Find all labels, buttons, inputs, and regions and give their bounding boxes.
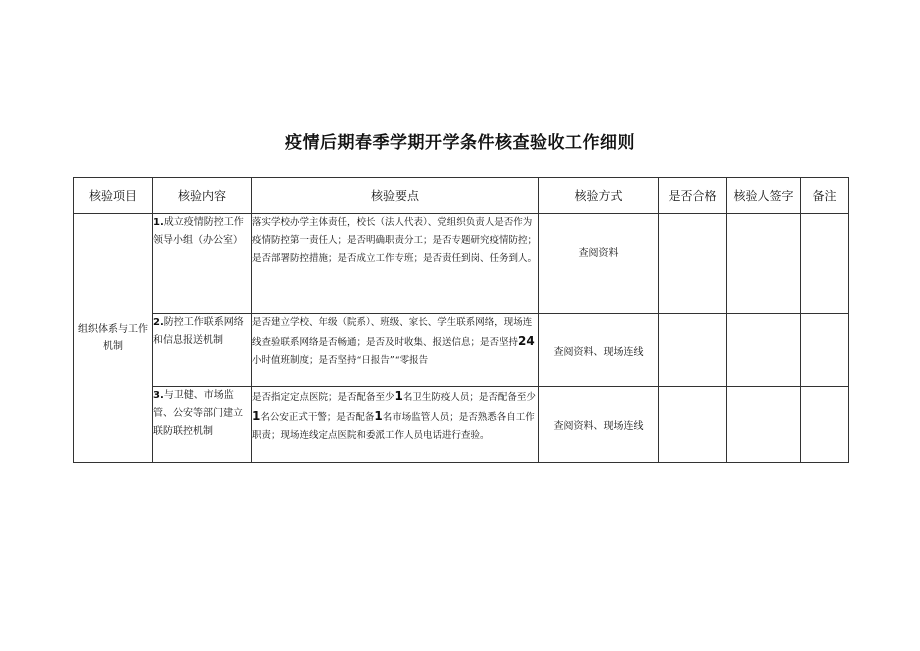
content-text: 与卫健、市场监管、公安等部门建立联防联控机制 (153, 390, 243, 437)
verification-table (73, 177, 849, 463)
points-number: 1 (394, 389, 403, 403)
content-number: 1. (153, 217, 164, 228)
qualified-cell[interactable] (659, 214, 727, 314)
header-method: 核验方式 (539, 178, 659, 214)
signer-cell[interactable] (727, 314, 801, 387)
content-number: 2. (153, 317, 164, 328)
content-cell (153, 387, 252, 463)
table-header-row (74, 178, 849, 214)
points-number: 1 (374, 409, 383, 423)
group-item-cell: 组织体系与工作机制 (74, 214, 153, 463)
content-text: 防控工作联系网络和信息报送机制 (153, 317, 244, 346)
header-content: 核验内容 (153, 178, 252, 214)
signer-cell[interactable] (727, 387, 801, 463)
points-number: 24 (518, 334, 535, 348)
header-remark: 备注 (801, 178, 849, 214)
points-cell (252, 387, 539, 463)
points-text: 小时值班制度；是否坚持“日报告”“零报告 (252, 355, 429, 366)
content-number: 3. (153, 390, 164, 401)
method-cell: 查阅资料 (539, 214, 659, 314)
remark-cell[interactable] (801, 387, 849, 463)
header-signer: 核验人签字 (727, 178, 801, 214)
remark-cell[interactable] (801, 314, 849, 387)
header-item: 核验项目 (74, 178, 153, 214)
points-cell (252, 314, 539, 387)
qualified-cell[interactable] (659, 387, 727, 463)
points-text: 名公安正式干警；是否配备 (260, 412, 375, 423)
points-number: 1 (252, 409, 261, 423)
points-text: 是否指定定点医院；是否配备至少 (252, 392, 395, 403)
points-text: 名卫生防疫人员；是否配备至少 (402, 392, 536, 403)
signer-cell[interactable] (727, 214, 801, 314)
content-cell (153, 314, 252, 387)
header-qualified: 是否合格 (659, 178, 727, 214)
header-points: 核验要点 (252, 178, 539, 214)
content-text: 成立疫情防控工作领导小组（办公室） (153, 217, 244, 246)
page-title: 疫情后期春季学期开学条件核查验收工作细则 (285, 133, 635, 153)
table-row (74, 314, 849, 387)
points-cell: 落实学校办学主体责任，校长（法人代表）、党组织负责人是否作为疫情防控第一责任人；是否明确职责分工；是否专题研究疫情防控；是否部署防控措施；是否成立工作专班；是否责任到岗、任务到人。 (252, 214, 539, 314)
remark-cell[interactable] (801, 214, 849, 314)
content-cell (153, 214, 252, 314)
points-text: 名市场监管人员；是否熟悉各自工作职责；现场连线定点医院和委派工作人员电话进行查验。 (252, 412, 535, 441)
qualified-cell[interactable] (659, 314, 727, 387)
table-row (74, 214, 849, 314)
method-cell: 查阅资料、现场连线 (539, 314, 659, 387)
table-row (74, 387, 849, 463)
points-text: 是否建立学校、年级（院系）、班级、家长、学生联系网络，现场连线查验联系网络是否畅通；是否及时收集、报送信息；是否坚持 (252, 317, 533, 348)
method-cell: 查阅资料、现场连线 (539, 387, 659, 463)
